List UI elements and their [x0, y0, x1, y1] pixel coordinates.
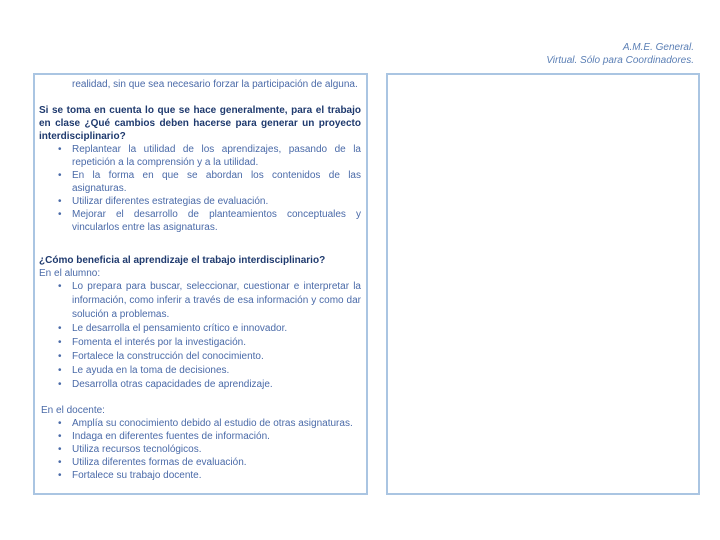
- alumno-label: En el alumno:: [39, 268, 101, 279]
- list-item: • Desarrolla otras capacidades de aprendizaje.: [72, 378, 361, 392]
- docente-list: [39, 417, 361, 482]
- list-item: • Utilizar diferentes estrategias de evaluación.: [72, 195, 361, 208]
- list-item: • Le desarrolla el pensamiento crítico e innovador.: [72, 322, 361, 336]
- list-item: • Replantear la utilidad de los aprendizajes, pasando de la repetición a la comprensión y a la utilidad.: [72, 143, 361, 169]
- list-item: • En la forma en que se abordan los contenidos de las asignaturas.: [72, 169, 361, 195]
- right-empty-panel: [386, 73, 700, 495]
- list-item: • Le ayuda en la toma de decisiones.: [72, 364, 361, 378]
- left-text-panel: [33, 73, 368, 495]
- docente-label: En el docente:: [41, 405, 105, 416]
- list-item: • Lo prepara para buscar, seleccionar, cuestionar e interpretar la información, como inferir a través de esa información y como dar solución a problemas.: [72, 280, 361, 322]
- continuation-text: realidad, sin que sea necesario forzar la participación de alguna.: [72, 79, 358, 90]
- list-item: • Utiliza diferentes formas de evaluación.: [72, 456, 361, 469]
- question-1-list: [39, 143, 361, 234]
- list-item: • Fortalece su trabajo docente.: [72, 469, 361, 482]
- list-item: • Utiliza recursos tecnológicos.: [72, 443, 361, 456]
- header-line-2: Virtual. Sólo para Coordinadores.: [546, 55, 694, 66]
- list-item: • Fortalece la construcción del conocimiento.: [72, 350, 361, 364]
- list-item: • Mejorar el desarrollo de planteamientos conceptuales y vincularlos entre las asignaturas.: [72, 208, 361, 234]
- list-item: • Indaga en diferentes fuentes de información.: [72, 430, 361, 443]
- question-1-heading: Si se toma en cuenta lo que se hace generalmente, para el trabajo en clase ¿Qué cambios deben hacerse para generar un proyecto interdisciplinario?: [39, 105, 361, 142]
- list-item: • Fomenta el interés por la investigación.: [72, 336, 361, 350]
- header-line-1: A.M.E. General.: [622, 42, 694, 53]
- list-item: • Amplía su conocimiento debido al estudio de otras asignaturas.: [72, 417, 361, 430]
- question-2-heading: ¿Cómo beneficia al aprendizaje el trabajo interdisciplinario?: [39, 255, 326, 266]
- alumno-list: [39, 280, 361, 392]
- header: [546, 41, 694, 67]
